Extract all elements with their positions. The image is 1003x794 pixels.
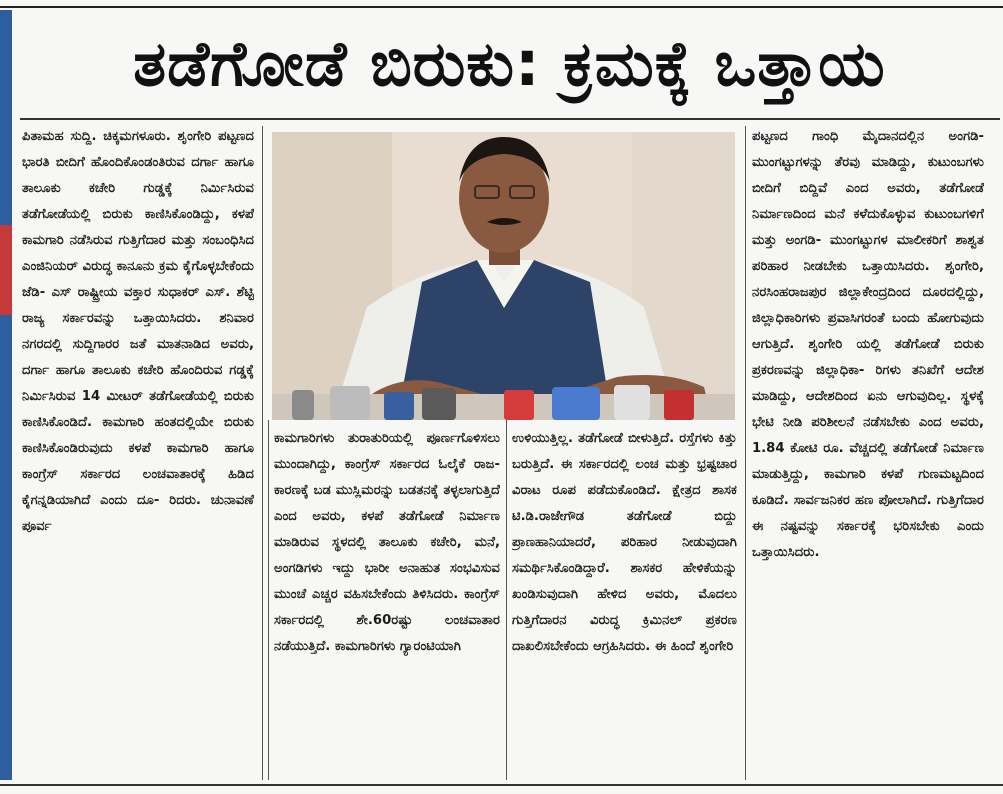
headline-rule — [20, 118, 1000, 120]
article-column-3: ಉಳಿಯುತ್ತಿಲ್ಲ. ತಡೆಗೋಡೆ ಬೀಳುತ್ತಿದೆ. ರಸ್ತೆಗಳು ಕಿತ್ತು ಬರುತ್ತಿದೆ. ಈ ಸರ್ಕಾರದಲ್ಲಿ ಲಂಚ ಮತ್ತು ಭ್ರಷ್ಟಚಾರ ವಿರಾಟ ರೂಪ ಪಡೆದುಕೊಂಡಿದೆ. ಕ್ಷೇತ್ರದ ಶಾಸಕ ಟಿ.ಡಿ.ರಾಜೇಗೌಡ ತಡೆಗೋಡೆ ಬಿದ್ದು ಪ್ರಾಣಹಾನಿಯಾದರೆ, ಪರಿಹಾರ ನೀಡುವುದಾಗಿ ಸಮರ್ಥಿಸಿಕೊಂಡಿದ್ದಾರೆ. ಶಾಸಕರ ಹೇಳಿಕೆಯನ್ನು ಖಂಡಿಸುವುದಾಗಿ ಹೇಳಿದ ಅವರು, ಮೊದಲು ಗುತ್ತಿಗೆದಾರನ ವಿರುದ್ಧ ಕ್ರಿಮಿನಲ್ ಪ್ರಕರಣ ದಾಖಲಿಸಬೇಕೆಂದು ಆಗ್ರಹಿಸಿದರು. ಈ ಹಿಂದೆ ಶೃಂಗೇರಿ — [512, 431, 737, 654]
column-divider — [262, 126, 263, 780]
article-column-2: ಕಾಮಗಾರಿಗಳು ತುರಾತುರಿಯಲ್ಲಿ ಪೂರ್ಣಗೊಳಿಸಲು ಮುಂದಾಗಿದ್ದು, ಕಾಂಗ್ರೆಸ್ ಸರ್ಕಾರದ ಓಲೈಕೆ ರಾಜ- ಕಾರಣಕ್ಕೆ ಬಡ ಮುಸ್ಲಿಮರನ್ನು ಬಡತನಕ್ಕೆ ತಳ್ಳಲಾಗುತ್ತಿದೆ ಎಂದ ಅವರು, ಕಳಪೆ ತಡೆಗೋಡೆ ನಿರ್ಮಾಣ ಮಾಡಿರುವ ಸ್ಥಳದಲ್ಲಿ ತಾಲೂಕು ಕಚೇರಿ, ಮನೆ, ಅಂಗಡಿಗಳು ಇದ್ದು ಭಾರೀ ಅನಾಹುತ ಸಂಭವಿಸುವ ಮುಂಚೆ ಎಚ್ಚರ ವಹಿಸಬೇಕೆಂದು ತಿಳಿಸಿದರು. ಕಾಂಗ್ರೆಸ್ ಸರ್ಕಾರದಲ್ಲಿ ಶೇ.60ರಷ್ಟು ಲಂಚವಾತಾರ ನಡೆಯುತ್ತಿದೆ. ಕಾಮಗಾರಿಗಳು ಗ್ಯಾರಂಟಿಯಾಗಿ — [274, 431, 500, 654]
bottom-rule — [0, 784, 1003, 786]
column-divider — [745, 126, 746, 780]
top-rule — [0, 6, 1003, 8]
headline: ತಡೆಗೋಡೆ ಬಿರುಕು: ಕ್ರಮಕ್ಕೆ ಒತ್ತಾಯ — [133, 27, 886, 100]
press-conference-photo — [272, 132, 735, 420]
column-divider — [268, 420, 269, 780]
left-page-edge — [0, 10, 12, 780]
column-divider — [506, 420, 507, 780]
article-column-1: ಪಿತಾಮಹ ಸುದ್ದಿ. ಚಿಕ್ಕಮಗಳೂರು. ಶೃಂಗೇರಿ ಪಟ್ಟಣದ ಭಾರತಿ ಬೀದಿಗೆ ಹೊಂದಿಕೊಂಡಂತಿರುವ ದರ್ಗಾ ಹಾಗೂ ತಾಲೂಕು ಕಚೇರಿ ಗುಡ್ಡಕ್ಕೆ ನಿರ್ಮಿಸಿರುವ ತಡೆಗೋಡೆಯಲ್ಲಿ ಬಿರುಕು ಕಾಣಿಸಿಕೊಂಡಿದ್ದು, ಕಳಪೆ ಕಾಮಗಾರಿ ನಡೆಸಿರುವ ಗುತ್ತಿಗೆದಾರ ಮತ್ತು ಸಂಬಂಧಿಸಿದ ಎಂಜಿನಿಯರ್ ವಿರುದ್ಧ ಕಾನೂನು ಕ್ರಮ ಕೈಗೊಳ್ಳಬೇಕೆಂದು ಜೆಡಿ- ಎಸ್ ರಾಷ್ಟ್ರೀಯ ವಕ್ತಾರ ಸುಧಾಕರ್ ಎಸ್. ಶೆಟ್ಟಿ ರಾಜ್ಯ ಸರ್ಕಾರವನ್ನು ಒತ್ತಾಯಿಸಿದರು. ಶನಿವಾರ ನಗರದಲ್ಲಿ ಸುದ್ದಿಗಾರರ ಜತೆ ಮಾತನಾಡಿದ ಅವರು, ದರ್ಗಾ ಹಾಗೂ ತಾಲೂಕು ಕಚೇರಿ ಹೊಂದಿರುವ ಗಡ್ಡಕ್ಕೆ ನಿರ್ಮಿಸಿರುವ 14 ಮೀಟರ್ ತಡೆಗೋಡೆಯಲ್ಲಿ ಬಿರುಕು ಕಾಣಿಸಿಕೊಂಡಿದೆ. ಕಾಮಗಾರಿ ಹಂತದಲ್ಲಿಯೇ ಬಿರುಕು ಕಾಣಿಸಿಕೊಂಡಿರುವುದು ಕಳಪೆ ಕಾಮಗಾರಿ ಹಾಗೂ ಕಾಂಗ್ರೆಸ್ ಸರ್ಕಾರದ ಲಂಚವಾತಾರಕ್ಕೆ ಹಿಡಿದ ಕೈಗನ್ನಡಿಯಾಗಿದೆ ಎಂದು ದೂ- ರಿದರು. ಚುನಾವಣೆ ಪೂರ್ವ — [22, 129, 254, 534]
article-column-4: ಪಟ್ಟಣದ ಗಾಂಧಿ ಮೈದಾನದಲ್ಲಿನ ಅಂಗಡಿ- ಮುಂಗಟ್ಟುಗಳನ್ನು ತೆರವು ಮಾಡಿದ್ದು, ಕುಟುಂಬಗಳು ಬೀದಿಗೆ ಬಿದ್ದಿವೆ ಎಂದ ಅವರು, ತಡೆಗೋಡೆ ನಿರ್ಮಾಣದಿಂದ ಮನೆ ಕಳೆದುಕೊಳ್ಳುವ ಕುಟುಂಬಗಳಿಗೆ ಮತ್ತು ಅಂಗಡಿ- ಮುಂಗಟ್ಟುಗಳ ಮಾಲೀಕರಿಗೆ ಶಾಶ್ವತ ಪರಿಹಾರ ನೀಡಬೇಕು ಒತ್ತಾಯಿಸಿದರು. ಶೃಂಗೇರಿ, ನರಸಿಂಹರಾಜಪುರ ಜಿಲ್ಲಾಕೇಂದ್ರದಿಂದ ದೂರದಲ್ಲಿದ್ದು, ಜಿಲ್ಲಾಧಿಕಾರಿಗಳು ಪ್ರವಾಸಿಗರಂತೆ ಬಂದು ಹೋಗುವುದು ಆಗುತ್ತಿದೆ. ಶೃಂಗೇರಿ ಯಲ್ಲಿ ತಡೆಗೋಡೆ ಬಿರುಕು ಪ್ರಕರಣವನ್ನು ಜಿಲ್ಲಾಧಿಕಾ- ರಿಗಳು ತನಿಖೆಗೆ ಆದೇಶ ಮಾಡಿದ್ದು, ಆದೇಶದಿಂದ ಏನು ಆಗುವುದಿಲ್ಲ. ಸ್ಥಳಕ್ಕೆ ಭೇಟಿ ನೀಡಿ ಪರಿಶೀಲನೆ ನಡೆಸಬೇಕು ಎಂದ ಅವರು, 1.84 ಕೋಟಿ ರೂ. ವೆಚ್ಚದಲ್ಲಿ ತಡೆಗೋಡೆ ನಿರ್ಮಾಣ ಮಾಡುತ್ತಿದ್ದು, ಕಾಮಗಾರಿ ಕಳಪೆ ಗುಣಮಟ್ಟದಿಂದ ಕೂಡಿದೆ. ಸಾರ್ವಜನಿಕರ ಹಣ ಪೋಲಾಗಿದೆ. ಗುತ್ತಿಗೆದಾರ ಈ ನಷ್ಟವನ್ನು ಸರ್ಕಾರಕ್ಕೆ ಭರಿಸಬೇಕು ಎಂದು ಒತ್ತಾಯಿಸಿದರು. — [752, 129, 984, 560]
